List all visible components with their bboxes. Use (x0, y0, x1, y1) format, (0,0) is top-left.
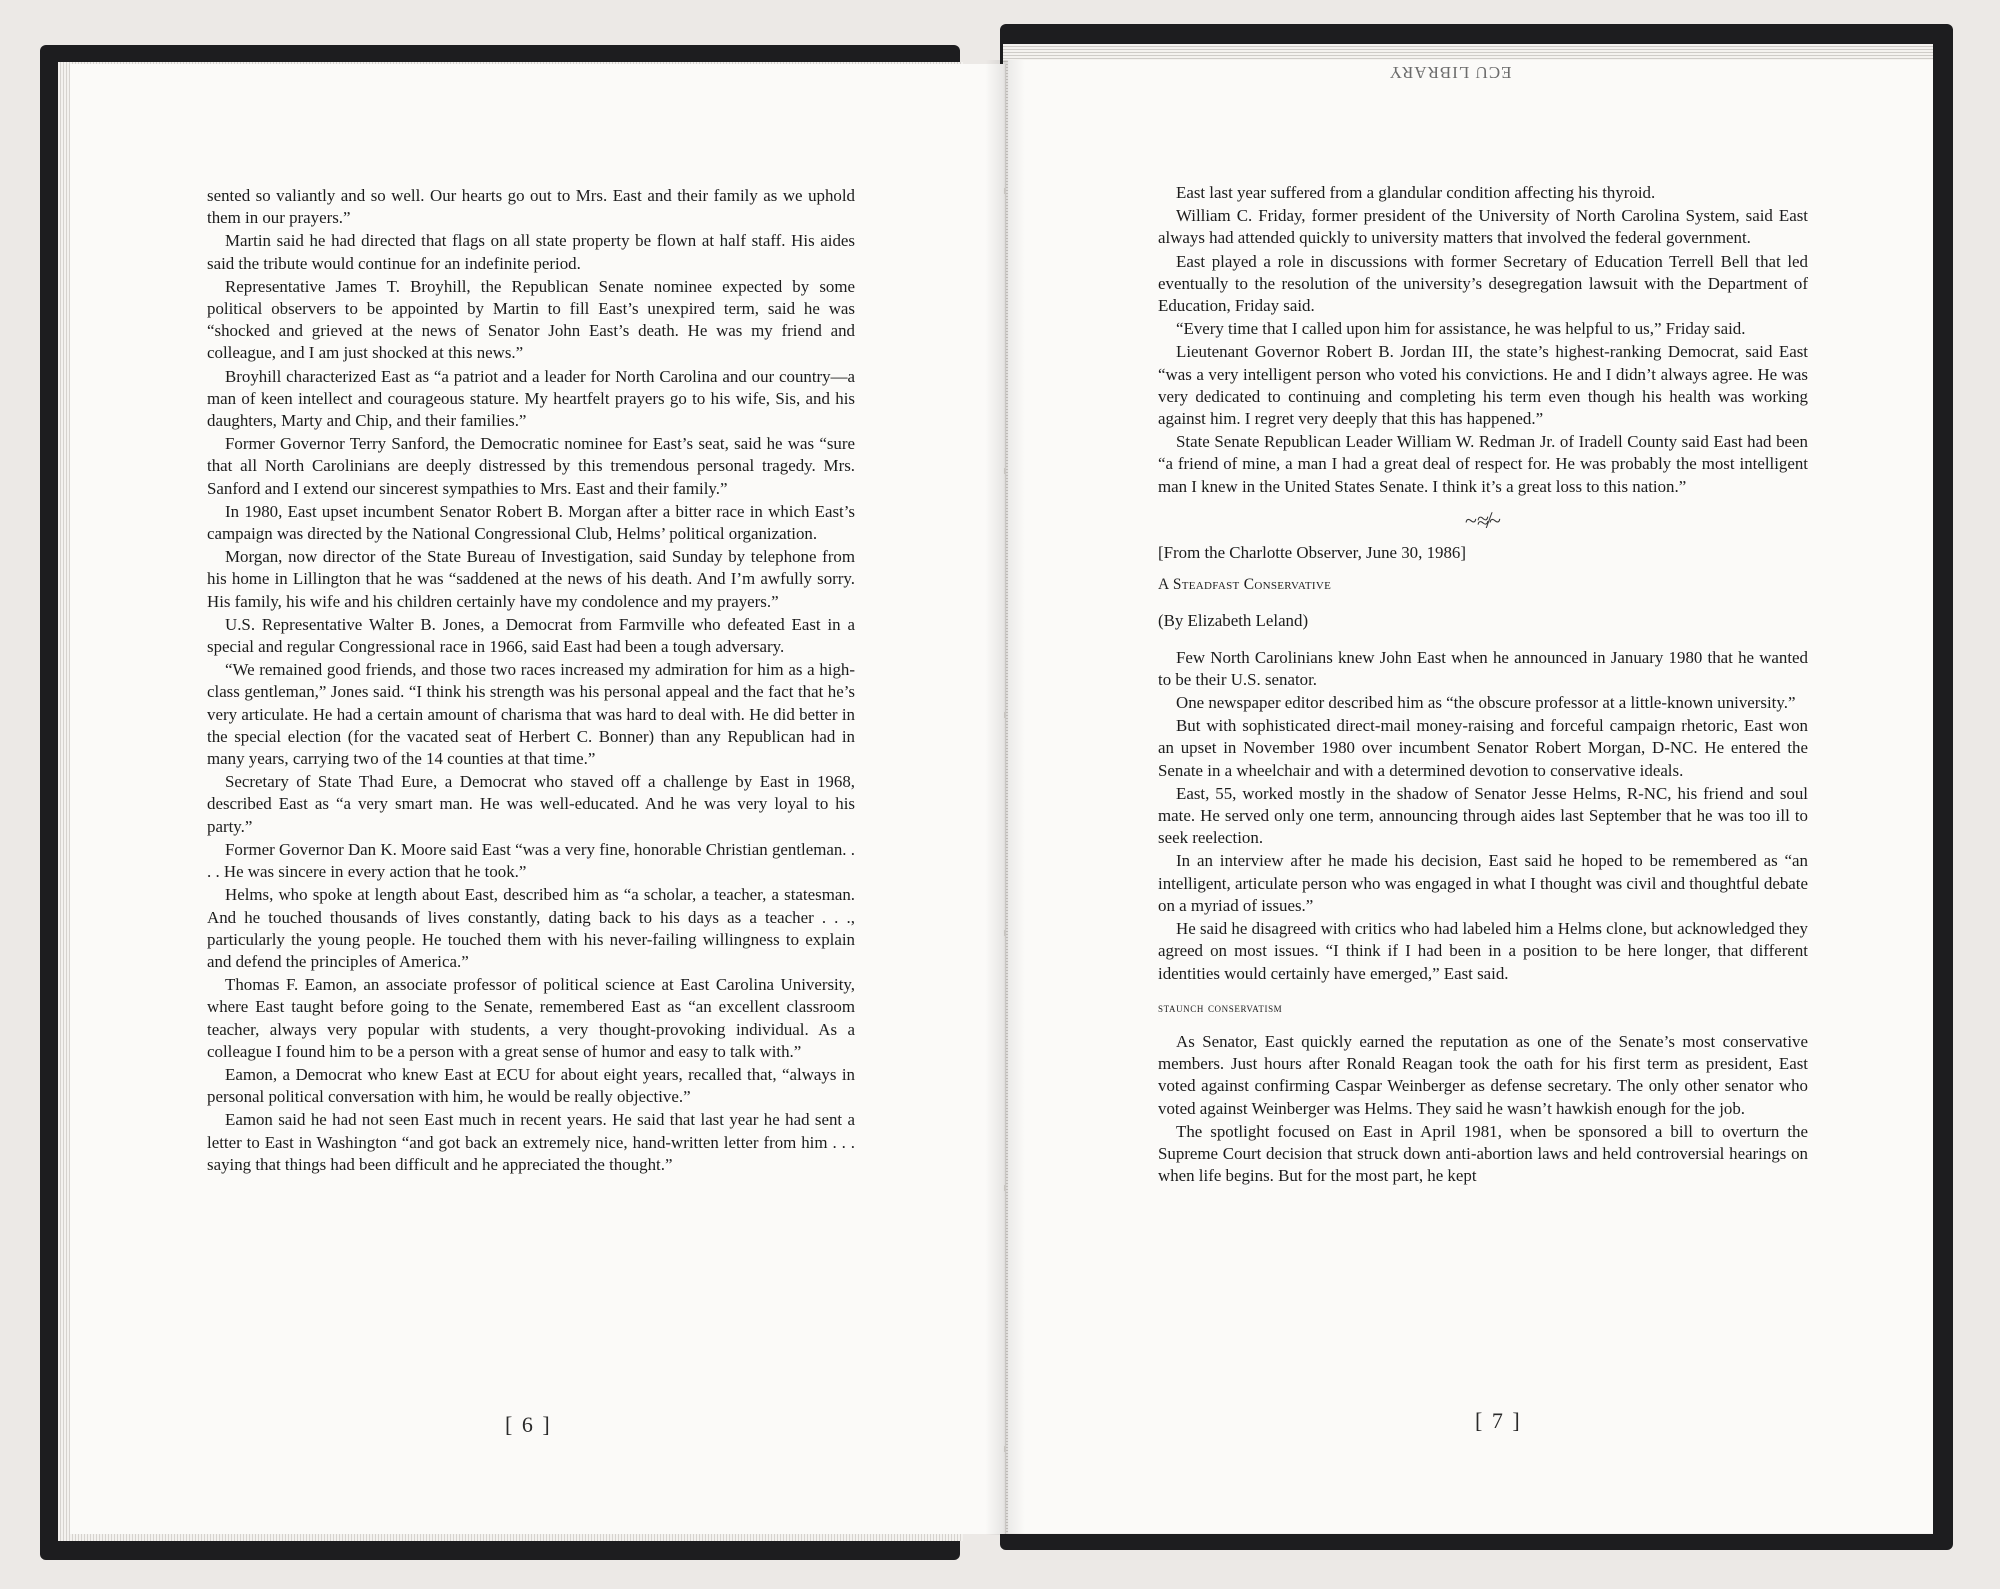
paragraph: Eamon said he had not seen East much in recent years. He said that last year he had sent a letter to East in Washington “and got back an extremely nice, hand-written letter from him . . . saying that things had been difficult and he appreciated the thought.” (207, 1110, 855, 1174)
binding-stitch (1004, 930, 1006, 936)
article-source: [From the Charlotte Observer, June 30, 1986] (1158, 543, 1466, 563)
left-page-text (207, 185, 855, 1177)
binding-stitch (1004, 468, 1006, 474)
paragraph: In an interview after he made his decision, East said he hoped to be remembered as “an intelligent, articulate person who was engaged in what I thought was civil and thoughtful debate on a myriad of issues.” (1158, 851, 1808, 915)
binding-stitch (1004, 188, 1006, 194)
book-gutter (985, 60, 1025, 1535)
paragraph: One newspaper editor described him as “the obscure professor at a little-known university.” (1176, 693, 1796, 713)
paragraph: U.S. Representative Walter B. Jones, a Democrat from Farmville who defeated East in a special and regular Congressional race in 1966, said East had been a tough adversary. (207, 614, 855, 657)
right-page-text (1158, 182, 1808, 1188)
binding-stitch (1004, 1446, 1006, 1452)
paragraph: Lieutenant Governor Robert B. Jordan III, the state’s highest-ranking Democrat, said East “was a very intelligent person who voted his convictions. He and I didn’t always agree. He was very dedicated to continuing and completing his term even though his health was working against him. I regret very deeply that this has happened.” (1158, 342, 1808, 429)
paragraph: Former Governor Dan K. Moore said East “was a very fine, honorable Christian gentleman. . . . He was sincere in every action that he took.” (207, 839, 855, 882)
paragraph: State Senate Republican Leader William W. Redman Jr. of Iradell County said East had been “a friend of mine, a man I had a great deal of respect for. He was probably the most intelligent man I knew in the United States Senate. I think it’s a great loss to this nation.” (1158, 432, 1808, 496)
paragraph: As Senator, East quickly earned the reputation as one of the Senate’s most conservative members. Just hours after Ronald Reagan took the oath for his first term as president, East voted against confirming Caspar Weinberger as defense secretary. The only other senator who voted against Weinberger was Helms. They said he wasn’t hawkish enough for the job. (1158, 1031, 1808, 1118)
binding-stitch (1004, 1185, 1006, 1191)
paragraph: Eamon, a Democrat who knew East at ECU for about eight years, recalled that, “always in personal political conversation with him, he would be really objective.” (207, 1064, 855, 1107)
paragraph: He said he disagreed with critics who had labeled him a Helms clone, but acknowledged they agreed on most issues. “I think if I had been in a position to be here longer, that different identities would certainly have emerged,” East said. (1158, 919, 1808, 983)
article-byline: (By Elizabeth Leland) (1158, 611, 1309, 631)
paragraph: “We remained good friends, and those two races increased my admiration for him as a high-class gentleman,” Jones said. “I think his strength was his personal appeal and the fact that he’s very articulate. He had a certain amount of charisma that was hard to deal with. He did better in the special election (for the vacated seat of Herbert C. Bonner) than any Republican had in many years, carrying two of the 14 counties at that time.” (207, 660, 855, 769)
paragraph: Helms, who spoke at length about East, described him as “a scholar, a teacher, a statesman. And he touched thousands of lives constantly, dating back to his days as a teacher . . ., particularly the young people. He touched them with his never-failing willingness to explain and defend the principles of America.” (207, 885, 855, 971)
paragraph: Few North Carolinians knew John East when he announced in January 1980 that he wanted to be their U.S. senator. (1158, 647, 1808, 689)
paragraph: East played a role in discussions with former Secretary of Education Terrell Bell that led eventually to the resolution of the university’s desegregation lawsuit with the Department of Education, Friday said. (1158, 251, 1808, 316)
article-title: A Steadfast Conservative (1158, 576, 1332, 594)
paragraph: The spotlight focused on East in April 1981, when be sponsored a bill to overturn the Supreme Court decision that struck down anti-abortion laws and held controversial hearings on when life begins. But for the most part, he kept (1158, 1121, 1808, 1186)
section-flourish: ~≉~ (1465, 507, 1501, 533)
paragraph: In 1980, East upset incumbent Senator Robert B. Morgan after a bitter race in which East’s campaign was directed by the National Congressional Club, Helms’ political organization. (207, 501, 855, 544)
paragraph: Secretary of State Thad Eure, a Democrat who staved off a challenge by East in 1968, described East as “a very smart man. He was well-educated. And he was very loyal to his party.” (207, 772, 855, 836)
paragraph: Morgan, now director of the State Bureau of Investigation, said Sunday by telephone from his home in Lillington that he was “saddened at the news of his death. And I’m awfully sorry. His family, his wife and his children certainly have my condolence and my prayers.” (207, 547, 855, 611)
paragraph: Martin said he had directed that flags on all state property be flown at half staff. His aides said the tribute would continue for an indefinite period. (207, 231, 855, 273)
paragraph: But with sophisticated direct-mail money-raising and forceful campaign rhetoric, East won an upset in November 1980 over incumbent Senator Robert Morgan, D-NC. He entered the Senate in a wheelchair and with a determined devotion to conservative ideals. (1158, 716, 1808, 780)
library-stamp: ECU LIBRARY (1388, 63, 1512, 82)
paragraph: William C. Friday, former president of the University of North Carolina System, said East always had attended quickly to university matters that involved the federal government. (1158, 206, 1808, 248)
paragraph: “Every time that I called upon him for assistance, he was helpful to us,” Friday said. (1176, 319, 1746, 339)
paragraph: Representative James T. Broyhill, the Republican Senate nominee expected by some political observers to be appointed by Martin to fill East’s unexpired term, said he was “shocked and grieved at the news of Senator John East’s death. He was my friend and colleague, and I am just shocked at this news.” (207, 276, 855, 363)
page-number-right: [ 7 ] (1475, 1408, 1522, 1433)
paragraph: Broyhill characterized East as “a patriot and a leader for North Carolina and our country—a man of keen intellect and courageous stature. My heartfelt prayers go to his wife, Sis, and his daughters, Marty and Chip, and their families.” (207, 366, 855, 431)
paragraph: East last year suffered from a glandular condition affecting his thyroid. (1176, 183, 1656, 202)
section-subhead: staunch conservatism (1158, 999, 1283, 1015)
paragraph: Thomas F. Eamon, an associate professor of political science at East Carolina University, where East taught before going to the Senate, remembered East as “an excellent classroom teacher, always very popular with students, a very thought-provoking individual. As a colleague I found him to be a person with a great sense of humor and easy to talk with.” (207, 975, 855, 1061)
paragraph: Former Governor Terry Sanford, the Democratic nominee for East’s seat, said he was “sure that all North Carolinians are deeply distressed by this tremendous personal tragedy. Mrs. Sanford and I extend our sincerest sympathies to Mrs. East and their family.” (207, 434, 855, 498)
binding-stitch (1004, 712, 1006, 718)
paragraph: East, 55, worked mostly in the shadow of Senator Jesse Helms, R-NC, his friend and soul mate. He served only one term, announcing through aides last September that he was too ill to seek reelection. (1158, 783, 1808, 848)
page-number-left: [ 6 ] (505, 1412, 552, 1437)
paragraph: sented so valiantly and so well. Our hearts go out to Mrs. East and their family as we uphold them in our prayers.” (207, 186, 855, 228)
